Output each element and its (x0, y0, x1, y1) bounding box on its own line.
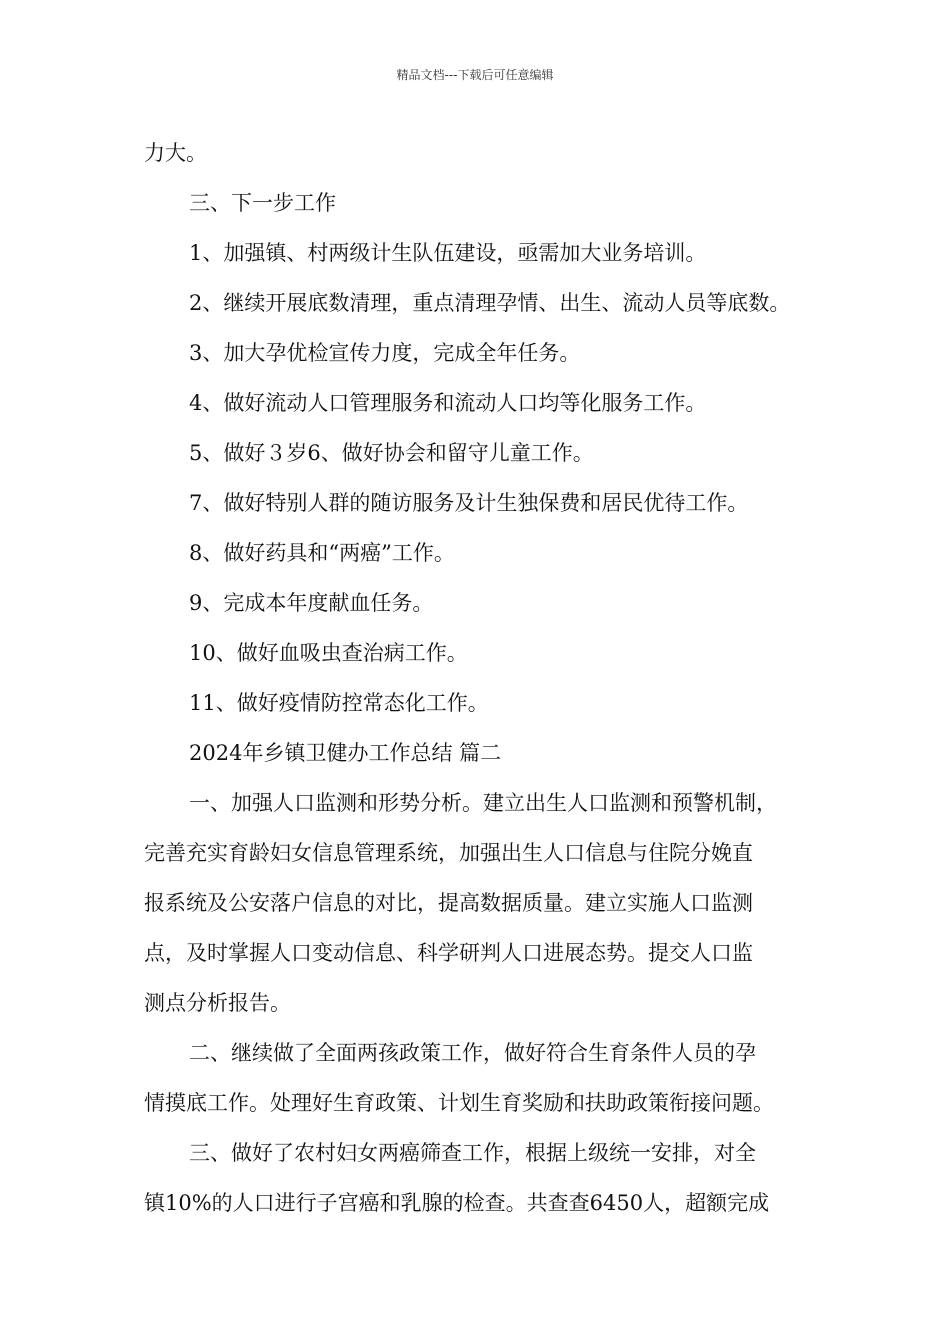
page-header: 精品文档---下载后可任意编辑 (396, 68, 554, 82)
text-line: 镇10%的人口进行子宫癌和乳腺的检查。共查查6450人，超额完成 (144, 1191, 770, 1215)
text-line: 3、加大孕优检宣传力度，完成全年任务。 (189, 341, 581, 365)
text-line: 5、做好３岁6、做好协会和留守儿童工作。 (189, 441, 594, 465)
text-line: 7、做好特别人群的随访服务及计生独保费和居民优待工作。 (189, 491, 749, 515)
text-line: 一、加强人口监测和形势分析。建立出生人口监测和预警机制， (189, 791, 777, 815)
document-body (144, 128, 808, 1228)
text-line: 4、做好流动人口管理服务和流动人口均等化服务工作。 (189, 391, 707, 415)
text-line: 三、做好了农村妇女两癌筛查工作，根据上级统一安排，对全 (189, 1141, 756, 1165)
text-line: 8、做好药具和“两癌”工作。 (189, 541, 455, 565)
text-line: 2、继续开展底数清理，重点清理孕情、出生、流动人员等底数。 (189, 291, 791, 315)
text-line: 报系统及公安落户信息的对比，提高数据质量。建立实施人口监测 (144, 891, 753, 915)
text-line: 三、下一步工作 (189, 191, 336, 215)
text-line: 2024年乡镇卫健办工作总结 篇二 (189, 741, 502, 765)
text-line: 10、做好血吸虫查治病工作。 (189, 641, 468, 665)
text-line: 情摸底工作。处理好生育政策、计划生育奖励和扶助政策衔接问题。 (144, 1091, 774, 1115)
text-line: 二、继续做了全面两孩政策工作，做好符合生育条件人员的孕 (189, 1041, 756, 1065)
text-line: 11、做好疫情防控常态化工作。 (189, 691, 489, 715)
text-line: 点，及时掌握人口变动信息、科学研判人口进展态势。提交人口监 (144, 941, 753, 965)
text-line: 9、完成本年度献血任务。 (189, 591, 434, 615)
text-line: 测点分析报告。 (144, 991, 291, 1015)
text-line: 完善充实育龄妇女信息管理系统，加强出生人口信息与住院分娩直 (144, 841, 753, 865)
text-line: 力大。 (144, 141, 207, 165)
text-line: 1、加强镇、村两级计生队伍建设，亟需加大业务培训。 (189, 241, 707, 265)
